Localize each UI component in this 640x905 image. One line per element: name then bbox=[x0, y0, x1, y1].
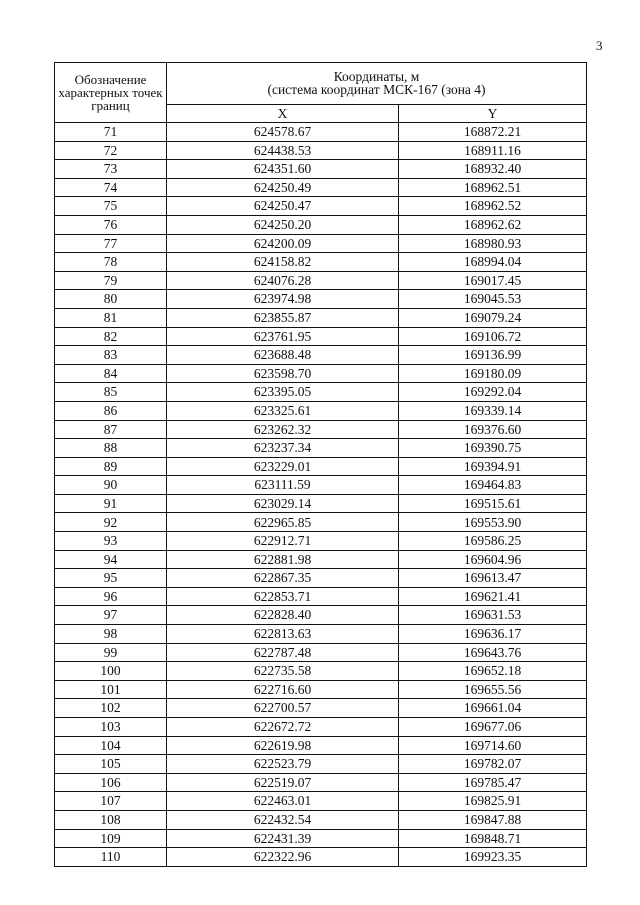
coordinate-system-label: (система координат МСК-167 (зона 4) bbox=[267, 82, 486, 98]
table-row bbox=[55, 401, 587, 420]
y-coordinate-cell: 169180.09 bbox=[399, 364, 587, 383]
y-coordinate-cell: 169923.35 bbox=[399, 848, 587, 867]
y-coordinate-cell: 169785.47 bbox=[399, 773, 587, 792]
table-row bbox=[55, 587, 587, 606]
x-coordinate-cell: 624076.28 bbox=[167, 271, 399, 290]
point-number-cell: 106 bbox=[55, 773, 167, 792]
table-row bbox=[55, 494, 587, 513]
coordinates-header bbox=[167, 63, 587, 105]
y-coordinate-cell: 169714.60 bbox=[399, 736, 587, 755]
point-number-cell: 100 bbox=[55, 662, 167, 681]
point-number-cell: 88 bbox=[55, 439, 167, 458]
table-row bbox=[55, 178, 587, 197]
x-coordinate-cell: 623237.34 bbox=[167, 439, 399, 458]
point-number-cell: 104 bbox=[55, 736, 167, 755]
point-number-cell: 95 bbox=[55, 569, 167, 588]
table-row bbox=[55, 569, 587, 588]
point-number-cell: 93 bbox=[55, 532, 167, 551]
table-row bbox=[55, 736, 587, 755]
point-number-cell: 92 bbox=[55, 513, 167, 532]
y-coordinate-cell: 169848.71 bbox=[399, 829, 587, 848]
y-coordinate-cell: 168932.40 bbox=[399, 160, 587, 179]
y-coordinate-cell: 169643.76 bbox=[399, 643, 587, 662]
point-number-cell: 74 bbox=[55, 178, 167, 197]
x-coordinate-cell: 623111.59 bbox=[167, 476, 399, 495]
page-number: 3 bbox=[596, 38, 603, 53]
x-coordinate-cell: 622432.54 bbox=[167, 810, 399, 829]
table-row bbox=[55, 625, 587, 644]
point-designation-header: Обозначение характерных точек границ bbox=[55, 63, 167, 123]
table-row bbox=[55, 773, 587, 792]
point-number-cell: 84 bbox=[55, 364, 167, 383]
table-row bbox=[55, 439, 587, 458]
y-coordinate-cell: 169292.04 bbox=[399, 383, 587, 402]
y-coordinate-cell: 169655.56 bbox=[399, 680, 587, 699]
y-coordinate-cell: 169782.07 bbox=[399, 755, 587, 774]
y-coordinate-cell: 169464.83 bbox=[399, 476, 587, 495]
table-row bbox=[55, 383, 587, 402]
point-number-cell: 86 bbox=[55, 401, 167, 420]
x-coordinate-cell: 623688.48 bbox=[167, 346, 399, 365]
table-body bbox=[55, 123, 587, 867]
x-coordinate-cell: 622619.98 bbox=[167, 736, 399, 755]
y-coordinate-cell: 169631.53 bbox=[399, 606, 587, 625]
table-row bbox=[55, 420, 587, 439]
table-row bbox=[55, 234, 587, 253]
y-coordinate-cell: 169079.24 bbox=[399, 308, 587, 327]
y-column-header: Y bbox=[399, 104, 587, 122]
x-coordinate-cell: 622735.58 bbox=[167, 662, 399, 681]
y-coordinate-cell: 169661.04 bbox=[399, 699, 587, 718]
point-number-cell: 81 bbox=[55, 308, 167, 327]
coordinates-title: Координаты, м bbox=[333, 68, 420, 84]
y-coordinate-cell: 169677.06 bbox=[399, 718, 587, 737]
y-coordinate-cell: 169339.14 bbox=[399, 401, 587, 420]
table-row bbox=[55, 829, 587, 848]
x-coordinate-cell: 622519.07 bbox=[167, 773, 399, 792]
table-row bbox=[55, 755, 587, 774]
point-number-cell: 82 bbox=[55, 327, 167, 346]
x-coordinate-cell: 623262.32 bbox=[167, 420, 399, 439]
point-number-cell: 75 bbox=[55, 197, 167, 216]
point-number-cell: 80 bbox=[55, 290, 167, 309]
coordinates-table bbox=[54, 62, 587, 867]
x-coordinate-cell: 623325.61 bbox=[167, 401, 399, 420]
table-row bbox=[55, 197, 587, 216]
y-coordinate-cell: 169847.88 bbox=[399, 810, 587, 829]
table-row bbox=[55, 848, 587, 867]
x-coordinate-cell: 622965.85 bbox=[167, 513, 399, 532]
table-row bbox=[55, 290, 587, 309]
y-coordinate-cell: 169621.41 bbox=[399, 587, 587, 606]
x-coordinate-cell: 624578.67 bbox=[167, 123, 399, 142]
table-row bbox=[55, 699, 587, 718]
x-coordinate-cell: 622867.35 bbox=[167, 569, 399, 588]
y-coordinate-cell: 169136.99 bbox=[399, 346, 587, 365]
x-coordinate-cell: 624438.53 bbox=[167, 141, 399, 160]
point-number-cell: 105 bbox=[55, 755, 167, 774]
table-row bbox=[55, 680, 587, 699]
y-coordinate-cell: 169613.47 bbox=[399, 569, 587, 588]
point-number-cell: 72 bbox=[55, 141, 167, 160]
point-number-cell: 110 bbox=[55, 848, 167, 867]
point-number-cell: 94 bbox=[55, 550, 167, 569]
y-coordinate-cell: 168962.52 bbox=[399, 197, 587, 216]
table-row bbox=[55, 327, 587, 346]
point-number-cell: 73 bbox=[55, 160, 167, 179]
x-coordinate-cell: 622716.60 bbox=[167, 680, 399, 699]
x-coordinate-cell: 622881.98 bbox=[167, 550, 399, 569]
y-coordinate-cell: 169394.91 bbox=[399, 457, 587, 476]
point-number-cell: 98 bbox=[55, 625, 167, 644]
table-row bbox=[55, 513, 587, 532]
y-coordinate-cell: 169390.75 bbox=[399, 439, 587, 458]
x-coordinate-cell: 624158.82 bbox=[167, 253, 399, 272]
x-coordinate-cell: 624200.09 bbox=[167, 234, 399, 253]
point-number-cell: 103 bbox=[55, 718, 167, 737]
y-coordinate-cell: 168962.51 bbox=[399, 178, 587, 197]
point-number-cell: 77 bbox=[55, 234, 167, 253]
y-coordinate-cell: 169604.96 bbox=[399, 550, 587, 569]
x-coordinate-cell: 622322.96 bbox=[167, 848, 399, 867]
point-number-cell: 89 bbox=[55, 457, 167, 476]
table-header bbox=[55, 63, 587, 123]
y-coordinate-cell: 168872.21 bbox=[399, 123, 587, 142]
x-coordinate-cell: 624250.20 bbox=[167, 215, 399, 234]
point-number-cell: 101 bbox=[55, 680, 167, 699]
table-row bbox=[55, 662, 587, 681]
x-coordinate-cell: 623395.05 bbox=[167, 383, 399, 402]
x-coordinate-cell: 622787.48 bbox=[167, 643, 399, 662]
x-coordinate-cell: 622813.63 bbox=[167, 625, 399, 644]
y-coordinate-cell: 168994.04 bbox=[399, 253, 587, 272]
y-coordinate-cell: 169515.61 bbox=[399, 494, 587, 513]
table-row bbox=[55, 215, 587, 234]
y-coordinate-cell: 169586.25 bbox=[399, 532, 587, 551]
x-coordinate-cell: 623029.14 bbox=[167, 494, 399, 513]
x-coordinate-cell: 622853.71 bbox=[167, 587, 399, 606]
table-row bbox=[55, 606, 587, 625]
x-coordinate-cell: 622523.79 bbox=[167, 755, 399, 774]
point-number-cell: 99 bbox=[55, 643, 167, 662]
table-row bbox=[55, 123, 587, 142]
table-row bbox=[55, 141, 587, 160]
x-coordinate-cell: 623229.01 bbox=[167, 457, 399, 476]
point-number-cell: 71 bbox=[55, 123, 167, 142]
y-coordinate-cell: 168962.62 bbox=[399, 215, 587, 234]
x-coordinate-cell: 624351.60 bbox=[167, 160, 399, 179]
table-row bbox=[55, 550, 587, 569]
x-coordinate-cell: 622672.72 bbox=[167, 718, 399, 737]
x-coordinate-cell: 623598.70 bbox=[167, 364, 399, 383]
x-coordinate-cell: 623974.98 bbox=[167, 290, 399, 309]
point-number-cell: 108 bbox=[55, 810, 167, 829]
point-number-cell: 91 bbox=[55, 494, 167, 513]
x-coordinate-cell: 624250.47 bbox=[167, 197, 399, 216]
x-coordinate-cell: 623761.95 bbox=[167, 327, 399, 346]
table-row bbox=[55, 810, 587, 829]
point-number-cell: 90 bbox=[55, 476, 167, 495]
x-coordinate-cell: 622828.40 bbox=[167, 606, 399, 625]
table-row bbox=[55, 643, 587, 662]
point-number-cell: 87 bbox=[55, 420, 167, 439]
y-coordinate-cell: 169553.90 bbox=[399, 513, 587, 532]
point-number-cell: 102 bbox=[55, 699, 167, 718]
point-number-cell: 79 bbox=[55, 271, 167, 290]
point-number-cell: 83 bbox=[55, 346, 167, 365]
point-number-cell: 109 bbox=[55, 829, 167, 848]
table-row bbox=[55, 476, 587, 495]
point-number-cell: 85 bbox=[55, 383, 167, 402]
x-coordinate-cell: 622431.39 bbox=[167, 829, 399, 848]
x-column-header: X bbox=[167, 104, 399, 122]
table-row bbox=[55, 253, 587, 272]
point-number-cell: 97 bbox=[55, 606, 167, 625]
table-row bbox=[55, 160, 587, 179]
y-coordinate-cell: 168911.16 bbox=[399, 141, 587, 160]
x-coordinate-cell: 622912.71 bbox=[167, 532, 399, 551]
x-coordinate-cell: 622700.57 bbox=[167, 699, 399, 718]
point-number-cell: 107 bbox=[55, 792, 167, 811]
table-row bbox=[55, 364, 587, 383]
table-row bbox=[55, 271, 587, 290]
x-coordinate-cell: 624250.49 bbox=[167, 178, 399, 197]
y-coordinate-cell: 169376.60 bbox=[399, 420, 587, 439]
table-row bbox=[55, 792, 587, 811]
y-coordinate-cell: 169636.17 bbox=[399, 625, 587, 644]
y-coordinate-cell: 169652.18 bbox=[399, 662, 587, 681]
point-number-cell: 78 bbox=[55, 253, 167, 272]
y-coordinate-cell: 169017.45 bbox=[399, 271, 587, 290]
x-coordinate-cell: 622463.01 bbox=[167, 792, 399, 811]
table-row bbox=[55, 718, 587, 737]
y-coordinate-cell: 168980.93 bbox=[399, 234, 587, 253]
y-coordinate-cell: 169825.91 bbox=[399, 792, 587, 811]
table-row bbox=[55, 308, 587, 327]
table-row bbox=[55, 457, 587, 476]
x-coordinate-cell: 623855.87 bbox=[167, 308, 399, 327]
point-number-cell: 96 bbox=[55, 587, 167, 606]
y-coordinate-cell: 169045.53 bbox=[399, 290, 587, 309]
y-coordinate-cell: 169106.72 bbox=[399, 327, 587, 346]
table-row bbox=[55, 346, 587, 365]
table-row bbox=[55, 532, 587, 551]
point-number-cell: 76 bbox=[55, 215, 167, 234]
